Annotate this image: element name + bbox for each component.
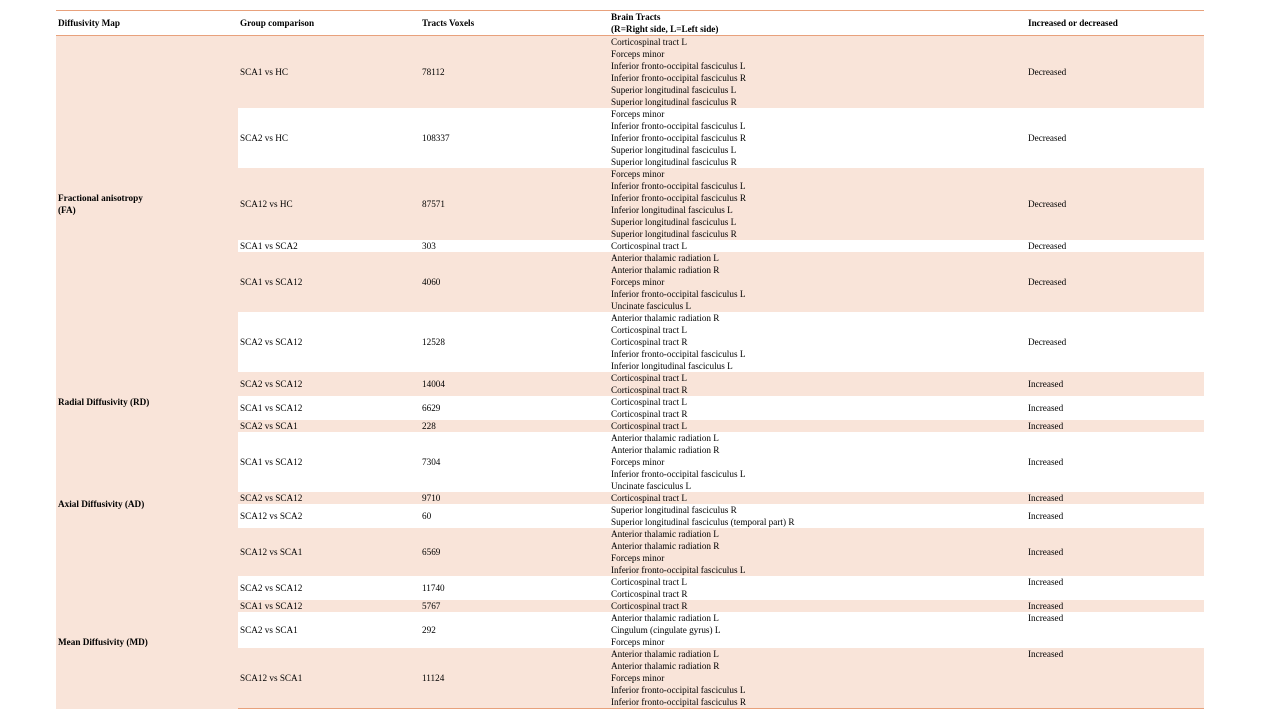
brain-tract-item: Inferior fronto-occipital fasciculus L — [611, 121, 746, 131]
brain-tract-item: Forceps minor — [611, 553, 665, 563]
diffusivity-map-cell — [56, 372, 238, 432]
brain-tracts-cell — [609, 252, 1026, 312]
group-comparison-cell: SCA2 vs SCA12 — [238, 492, 420, 504]
brain-tract-item: Forceps minor — [611, 457, 665, 467]
direction-cell: Decreased — [1026, 312, 1204, 372]
brain-tract-item: Anterior thalamic radiation L — [611, 649, 719, 659]
direction-cell: Increased — [1026, 396, 1204, 420]
brain-tracts-cell — [609, 612, 1026, 648]
brain-tract-item: Inferior fronto-occipital fasciculus L — [611, 349, 746, 359]
header-brain-tracts-legend: (R=Right side, L=Left side) — [611, 24, 719, 34]
brain-tract-item: Inferior fronto-occipital fasciculus L — [611, 181, 746, 191]
tract-voxels-cell: 14004 — [420, 372, 609, 396]
diffusivity-map-cell — [56, 36, 238, 373]
brain-tracts-cell — [609, 396, 1026, 420]
brain-tract-item: Inferior fronto-occipital fasciculus L — [611, 61, 746, 71]
brain-tract-item: Uncinate fasciculus L — [611, 301, 692, 311]
group-comparison-cell: SCA2 vs SCA12 — [238, 312, 420, 372]
table-row — [56, 432, 1204, 492]
diffusivity-map-cell — [56, 432, 238, 576]
group-comparison-cell: SCA2 vs SCA12 — [238, 372, 420, 396]
brain-tract-item: Inferior fronto-occipital fasciculus R — [611, 193, 746, 203]
direction-cell: Increased — [1026, 420, 1204, 432]
tract-voxels-cell: 228 — [420, 420, 609, 432]
brain-tract-item: Anterior thalamic radiation L — [611, 613, 719, 623]
brain-tracts-cell — [609, 600, 1026, 612]
tract-voxels-cell: 292 — [420, 612, 609, 648]
group-comparison-cell: SCA12 vs SCA1 — [238, 528, 420, 576]
brain-tracts-cell — [609, 528, 1026, 576]
brain-tract-item: Inferior fronto-occipital fasciculus L — [611, 565, 746, 575]
header-group-comparison: Group comparison — [238, 11, 420, 36]
brain-tract-item: Superior longitudinal fasciculus (temporal part) R — [611, 517, 795, 527]
brain-tract-item: Forceps minor — [611, 637, 665, 647]
group-comparison-cell: SCA12 vs SCA2 — [238, 504, 420, 528]
header-brain-tracts — [609, 11, 1026, 36]
brain-tract-item: Inferior fronto-occipital fasciculus R — [611, 73, 746, 83]
direction-cell: Increased — [1026, 372, 1204, 396]
direction-cell: Decreased — [1026, 168, 1204, 240]
group-comparison-cell: SCA2 vs SCA1 — [238, 420, 420, 432]
brain-tract-item: Anterior thalamic radiation R — [611, 445, 720, 455]
brain-tracts-cell — [609, 372, 1026, 396]
tract-voxels-cell: 9710 — [420, 492, 609, 504]
brain-tract-item: Corticospinal tract L — [611, 493, 688, 503]
header-row — [56, 11, 1204, 36]
brain-tract-item: Corticospinal tract L — [611, 241, 688, 251]
direction-cell: Decreased — [1026, 36, 1204, 109]
brain-tract-item: Corticospinal tract R — [611, 409, 688, 419]
brain-tract-item: Uncinate fasciculus L — [611, 481, 692, 491]
brain-tract-item: Inferior fronto-occipital fasciculus R — [611, 133, 746, 143]
brain-tracts-cell — [609, 240, 1026, 252]
direction-cell: Increased — [1026, 528, 1204, 576]
brain-tract-item: Inferior longitudinal fasciculus L — [611, 205, 733, 215]
brain-tract-item: Corticospinal tract R — [611, 589, 688, 599]
brain-tract-item: Corticospinal tract L — [611, 325, 688, 335]
brain-tracts-cell — [609, 576, 1026, 600]
brain-tracts-cell — [609, 108, 1026, 168]
direction-cell: Increased — [1026, 432, 1204, 492]
tract-voxels-cell: 7304 — [420, 432, 609, 492]
table-row — [56, 372, 1204, 396]
diffusivity-map-label: Axial Diffusivity (AD) — [58, 499, 145, 509]
brain-tract-item: Anterior thalamic radiation R — [611, 541, 720, 551]
direction-cell: Increased — [1026, 648, 1204, 709]
brain-tract-item: Superior longitudinal fasciculus R — [611, 97, 737, 107]
brain-tract-item: Anterior thalamic radiation L — [611, 433, 719, 443]
brain-tracts-cell — [609, 648, 1026, 709]
diffusivity-map-label: (FA) — [58, 205, 76, 215]
brain-tract-item: Inferior fronto-occipital fasciculus L — [611, 289, 746, 299]
direction-cell: Decreased — [1026, 240, 1204, 252]
tract-voxels-cell: 5767 — [420, 600, 609, 612]
brain-tracts-cell — [609, 420, 1026, 432]
brain-tract-item: Forceps minor — [611, 673, 665, 683]
direction-cell: Decreased — [1026, 252, 1204, 312]
tract-voxels-cell: 6629 — [420, 396, 609, 420]
tract-voxels-cell: 4060 — [420, 252, 609, 312]
results-table — [56, 10, 1204, 709]
header-brain-tracts-title: Brain Tracts — [611, 12, 661, 22]
diffusivity-map-label: Radial Diffusivity (RD) — [58, 397, 150, 407]
brain-tract-item: Corticospinal tract L — [611, 421, 688, 431]
direction-cell: Increased — [1026, 600, 1204, 612]
brain-tract-item: Superior longitudinal fasciculus L — [611, 145, 737, 155]
group-comparison-cell: SCA2 vs SCA1 — [238, 612, 420, 648]
brain-tracts-cell — [609, 492, 1026, 504]
brain-tract-item: Anterior thalamic radiation R — [611, 313, 720, 323]
brain-tract-item: Forceps minor — [611, 109, 665, 119]
diffusivity-map-cell — [56, 576, 238, 709]
brain-tract-item: Corticospinal tract R — [611, 337, 688, 347]
table-header — [56, 11, 1204, 36]
brain-tract-item: Inferior fronto-occipital fasciculus R — [611, 697, 746, 707]
tract-voxels-cell: 11740 — [420, 576, 609, 600]
direction-cell: Increased — [1026, 492, 1204, 504]
group-comparison-cell: SCA1 vs SCA2 — [238, 240, 420, 252]
table-row — [56, 36, 1204, 109]
group-comparison-cell: SCA1 vs SCA12 — [238, 396, 420, 420]
group-comparison-cell: SCA2 vs HC — [238, 108, 420, 168]
brain-tracts-cell — [609, 168, 1026, 240]
brain-tracts-cell — [609, 504, 1026, 528]
tract-voxels-cell: 6569 — [420, 528, 609, 576]
brain-tract-item: Corticospinal tract L — [611, 37, 688, 47]
brain-tract-item: Corticospinal tract L — [611, 373, 688, 383]
group-comparison-cell: SCA1 vs SCA12 — [238, 600, 420, 612]
direction-cell: Increased — [1026, 576, 1204, 600]
brain-tract-item: Anterior thalamic radiation L — [611, 529, 719, 539]
tract-voxels-cell: 12528 — [420, 312, 609, 372]
brain-tract-item: Superior longitudinal fasciculus L — [611, 217, 737, 227]
group-comparison-cell: SCA1 vs SCA12 — [238, 432, 420, 492]
diffusivity-map-label: Mean Diffusivity (MD) — [58, 637, 148, 648]
brain-tract-item: Inferior longitudinal fasciculus L — [611, 361, 733, 371]
brain-tract-item: Cingulum (cingulate gyrus) L — [611, 625, 721, 635]
tract-voxels-cell: 78112 — [420, 36, 609, 109]
brain-tracts-cell — [609, 432, 1026, 492]
group-comparison-cell: SCA12 vs SCA1 — [238, 648, 420, 709]
header-tracts-voxels: Tracts Voxels — [420, 11, 609, 36]
direction-cell: Increased — [1026, 504, 1204, 528]
tract-voxels-cell: 303 — [420, 240, 609, 252]
brain-tract-item: Corticospinal tract R — [611, 601, 688, 611]
brain-tract-item: Forceps minor — [611, 277, 665, 287]
brain-tract-item: Inferior fronto-occipital fasciculus L — [611, 469, 746, 479]
brain-tract-item: Corticospinal tract R — [611, 385, 688, 395]
direction-cell: Decreased — [1026, 108, 1204, 168]
brain-tract-item: Anterior thalamic radiation L — [611, 253, 719, 263]
diffusivity-map-label: Fractional anisotropy — [58, 193, 143, 203]
brain-tracts-cell — [609, 312, 1026, 372]
tract-voxels-cell: 108337 — [420, 108, 609, 168]
table-body — [56, 36, 1204, 709]
brain-tract-item: Forceps minor — [611, 49, 665, 59]
brain-tract-item: Superior longitudinal fasciculus R — [611, 157, 737, 167]
brain-tract-item: Anterior thalamic radiation R — [611, 265, 720, 275]
direction-cell: Increased — [1026, 612, 1204, 648]
header-diffusivity-map: Diffusivity Map — [56, 11, 238, 36]
brain-tract-item: Forceps minor — [611, 169, 665, 179]
brain-tract-item: Corticospinal tract L — [611, 397, 688, 407]
tract-voxels-cell: 11124 — [420, 648, 609, 709]
tract-voxels-cell: 60 — [420, 504, 609, 528]
table-row — [56, 576, 1204, 600]
group-comparison-cell: SCA2 vs SCA12 — [238, 576, 420, 600]
group-comparison-cell: SCA1 vs SCA12 — [238, 252, 420, 312]
brain-tracts-cell — [609, 36, 1026, 109]
group-comparison-cell: SCA12 vs HC — [238, 168, 420, 240]
brain-tract-item: Superior longitudinal fasciculus L — [611, 85, 737, 95]
group-comparison-cell: SCA1 vs HC — [238, 36, 420, 109]
brain-tract-item: Corticospinal tract L — [611, 577, 688, 587]
brain-tract-item: Superior longitudinal fasciculus R — [611, 505, 737, 515]
tract-voxels-cell: 87571 — [420, 168, 609, 240]
brain-tract-item: Superior longitudinal fasciculus R — [611, 229, 737, 239]
brain-tract-item: Inferior fronto-occipital fasciculus L — [611, 685, 746, 695]
header-increased-decreased: Increased or decreased — [1026, 11, 1204, 36]
brain-tract-item: Anterior thalamic radiation R — [611, 661, 720, 671]
